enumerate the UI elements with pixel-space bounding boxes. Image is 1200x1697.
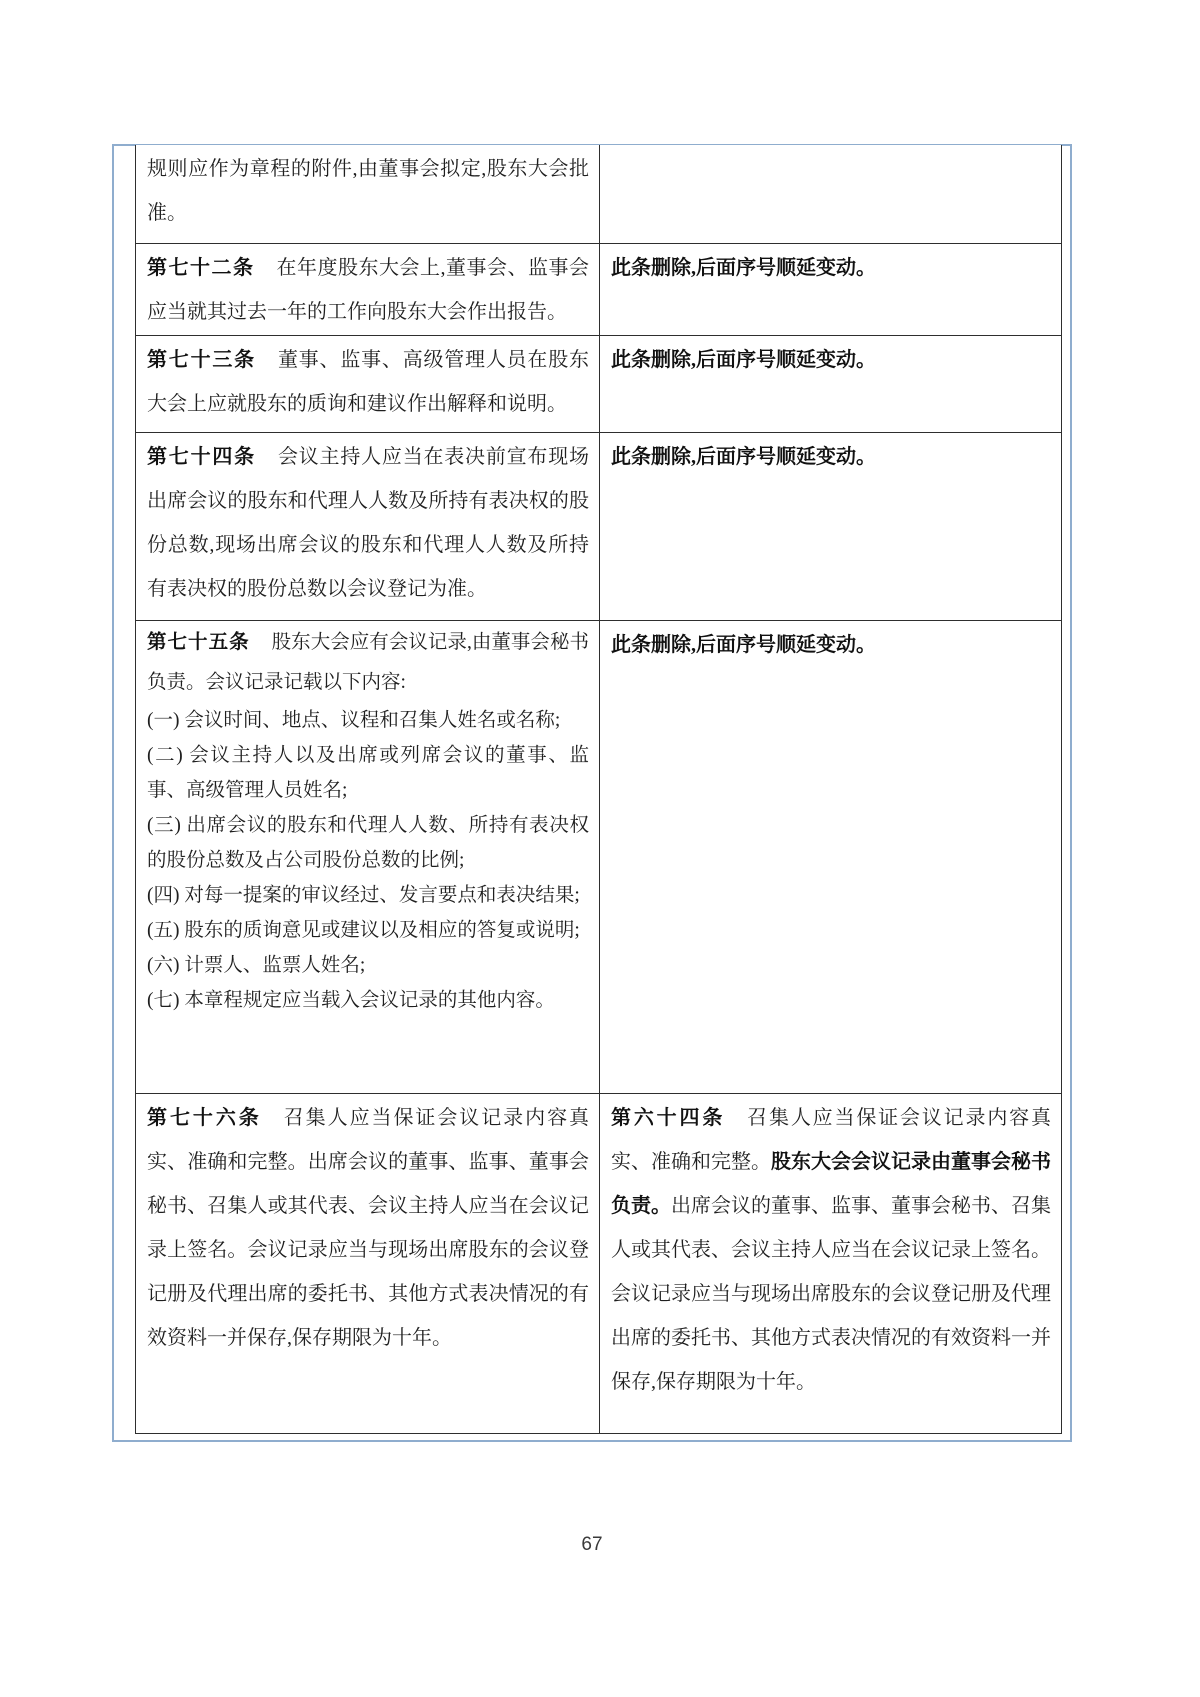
amendment-note: 此条删除,后面序号顺延变动。 [611,349,876,371]
article-number: 第七十六条 [147,1107,262,1129]
amended-article-text: 第六十四条 召集人应当保证会议记录内容真实、准确和完整。股东大会会议记录由董事会秘书负责。出席会议的董事、监事、董事会秘书、召集人或其代表、会议主持人应当在会议记录上签名。会议记录应当与现场出席股东的会议登记册及代理出席的委托书、其他方式表决情况的有效资料一并保存,保存期限为十年。 [611,1107,1052,1393]
amendment-comparison-table [135,145,1062,1434]
list-item: (六) 计票人、监票人姓名; [147,955,366,976]
article-text: 第七十五条 股东大会应有会议记录,由董事会秘书负责。会议记录记载以下内容: [147,632,589,693]
list-item: (五) 股东的质询意见或建议以及相应的答复或说明; [147,920,580,941]
article-cell-original [136,244,599,335]
article-cell-amendment [599,244,1061,335]
article-number: 第六十四条 [611,1107,726,1129]
list-item: (二) 会议主持人以及出席或列席会议的董事、监事、高级管理人员姓名; [147,745,589,801]
table-row [136,243,1061,335]
article-number: 第七十四条 [147,446,256,468]
article-cell-original [136,145,599,243]
article-number: 第七十三条 [147,349,256,371]
article-cell-original [136,336,599,432]
article-cell-original [136,433,599,620]
article-number: 第七十五条 [147,632,250,653]
table-row [136,620,1061,1093]
amendment-note: 此条删除,后面序号顺延变动。 [611,634,876,656]
list-item: (一) 会议时间、地点、议程和召集人姓名或名称; [147,710,561,731]
list-item: (七) 本章程规定应当载入会议记录的其他内容。 [147,990,555,1011]
table-row [136,1093,1061,1434]
table-row [136,432,1061,620]
article-cell-amendment [599,1094,1061,1434]
article-cell-amendment [599,621,1061,1093]
amendment-note: 此条删除,后面序号顺延变动。 [611,257,876,279]
article-cell-amendment [599,433,1061,620]
table-row [136,145,1061,243]
list-item: (四) 对每一提案的审议经过、发言要点和表决结果; [147,885,580,906]
amendment-note: 此条删除,后面序号顺延变动。 [611,446,876,468]
page-number: 67 [581,1534,603,1555]
article-number: 第七十二条 [147,257,255,279]
article-text: 第七十二条 在年度股东大会上,董事会、监事会应当就其过去一年的工作向股东大会作出报告。 [147,257,589,323]
list-item: (三) 出席会议的股东和代理人人数、所持有表决权的股份总数及占公司股份总数的比例; [147,815,589,871]
amendment-bold-text: 股东大会会议记录由董事会秘书负责。 [611,1151,1051,1217]
article-cell-original [136,621,599,1093]
article-text: 第七十三条 董事、监事、高级管理人员在股东大会上应就股东的质询和建议作出解释和说明。 [147,349,590,415]
article-cell-amendment [599,336,1061,432]
table-row [136,335,1061,432]
article-text: 规则应作为章程的附件,由董事会拟定,股东大会批准。 [147,158,589,224]
article-text: 第七十六条 召集人应当保证会议记录内容真实、准确和完整。出席会议的董事、监事、董事会秘书、召集人或其代表、会议主持人应当在会议记录上签名。会议记录应当与现场出席股东的会议登记册及代理出席的委托书、其他方式表决情况的有效资料一并保存,保存期限为十年。 [147,1107,590,1349]
article-cell-amendment [599,145,1061,243]
article-text: 第七十四条 会议主持人应当在表决前宣布现场出席会议的股东和代理人人数及所持有表决权的股份总数,现场出席会议的股东和代理人人数及所持有表决权的股份总数以会议登记为准。 [147,446,590,600]
article-cell-original [136,1094,599,1434]
